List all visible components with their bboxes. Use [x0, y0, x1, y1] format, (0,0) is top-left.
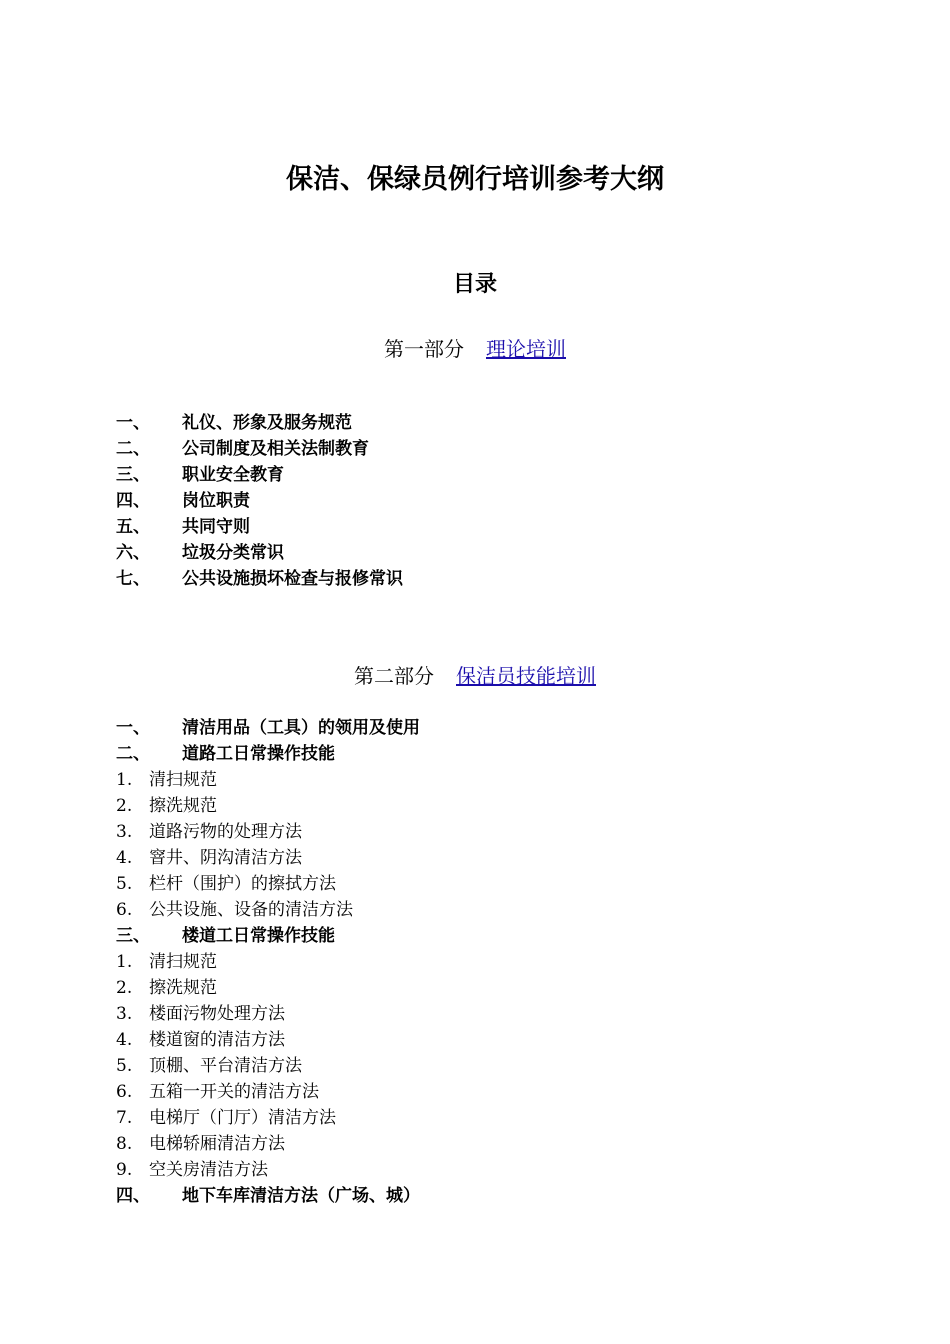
item-text: 公共设施、设备的清洁方法 — [149, 900, 353, 920]
item-text: 职业安全教育 — [182, 465, 284, 485]
item-text: 道路污物的处理方法 — [149, 822, 302, 842]
part2-sub-item — [116, 793, 420, 819]
item-text: 地下车库清洁方法（广场、城） — [182, 1186, 420, 1206]
toc-heading: 目录 — [452, 272, 497, 297]
part2-sub-item — [116, 1053, 420, 1079]
item-text: 清洁用品（工具）的领用及使用 — [182, 718, 420, 738]
part2-section-item — [116, 1183, 420, 1209]
part2-sub-item — [116, 897, 420, 923]
item-number: 8. — [116, 1134, 133, 1154]
part2-section-item — [116, 741, 420, 767]
item-number: 2. — [116, 796, 133, 816]
part1-heading — [0, 334, 950, 364]
part2-sub-item — [116, 1157, 420, 1183]
part1-item-3 — [116, 462, 403, 488]
part2-sub-item — [116, 975, 420, 1001]
item-number: 7. — [116, 1108, 133, 1128]
item-number: 一、 — [116, 718, 150, 738]
item-number: 9. — [116, 1160, 133, 1180]
item-text: 垃圾分类常识 — [182, 543, 284, 563]
part1-item-6 — [116, 540, 403, 566]
item-number: 四、 — [116, 1186, 150, 1206]
item-number: 1. — [116, 952, 133, 972]
item-text: 楼道窗的清洁方法 — [149, 1030, 285, 1050]
item-text: 擦洗规范 — [149, 978, 217, 998]
item-number: 6. — [116, 1082, 133, 1102]
item-number: 1. — [116, 770, 133, 790]
part2-sub-item — [116, 1105, 420, 1131]
item-number: 二、 — [116, 744, 150, 764]
item-text: 栏杆（围护）的擦拭方法 — [149, 874, 336, 894]
item-text: 窨井、阴沟清洁方法 — [149, 848, 302, 868]
item-text: 顶棚、平台清洁方法 — [149, 1056, 302, 1076]
item-text: 清扫规范 — [149, 770, 217, 790]
item-text: 清扫规范 — [149, 952, 217, 972]
part1-item-5 — [116, 514, 403, 540]
item-text: 五箱一开关的清洁方法 — [149, 1082, 319, 1102]
item-number: 6. — [116, 900, 133, 920]
item-text: 礼仪、形象及服务规范 — [182, 413, 352, 433]
part2-sub-item — [116, 1079, 420, 1105]
item-number: 二、 — [116, 439, 150, 459]
part2-sub-item — [116, 1027, 420, 1053]
part2-sub-item — [116, 1001, 420, 1027]
item-text: 擦洗规范 — [149, 796, 217, 816]
item-text: 楼面污物处理方法 — [149, 1004, 285, 1024]
item-number: 一、 — [116, 413, 150, 433]
item-text: 共同守则 — [182, 517, 250, 537]
item-number: 4. — [116, 848, 133, 868]
part2-list — [116, 715, 420, 1209]
item-number: 七、 — [116, 569, 150, 589]
part2-sub-item — [116, 949, 420, 975]
part2-section-item — [116, 715, 420, 741]
part1-item-2 — [116, 436, 403, 462]
part1-item-4 — [116, 488, 403, 514]
item-number: 5. — [116, 874, 133, 894]
item-text: 电梯轿厢清洁方法 — [149, 1134, 285, 1154]
item-number: 2. — [116, 978, 133, 998]
item-number: 3. — [116, 1004, 133, 1024]
item-number: 三、 — [116, 926, 150, 946]
part2-sub-item — [116, 871, 420, 897]
item-text: 道路工日常操作技能 — [182, 744, 335, 764]
item-number: 六、 — [116, 543, 150, 563]
item-text: 公司制度及相关法制教育 — [182, 439, 369, 459]
part2-sub-item — [116, 1131, 420, 1157]
item-text: 电梯厅（门厅）清洁方法 — [149, 1108, 336, 1128]
part1-list — [116, 410, 403, 592]
part2-label: 第二部分 — [354, 664, 434, 688]
part2-section-item — [116, 923, 420, 949]
item-text: 公共设施损坏检查与报修常识 — [182, 569, 403, 589]
item-number: 三、 — [116, 465, 150, 485]
item-text: 楼道工日常操作技能 — [182, 926, 335, 946]
part2-sub-item — [116, 819, 420, 845]
item-number: 3. — [116, 822, 133, 842]
item-text: 岗位职责 — [182, 491, 250, 511]
part1-item-1 — [116, 410, 403, 436]
item-number: 四、 — [116, 491, 150, 511]
item-number: 五、 — [116, 517, 150, 537]
part2-sub-item — [116, 767, 420, 793]
part1-item-7 — [116, 566, 403, 592]
item-text: 空关房清洁方法 — [149, 1160, 268, 1180]
part1-link[interactable]: 理论培训 — [486, 337, 566, 361]
item-number: 4. — [116, 1030, 133, 1050]
part2-link[interactable]: 保洁员技能培训 — [456, 664, 596, 688]
item-number: 5. — [116, 1056, 133, 1076]
part2-heading — [0, 661, 950, 691]
document-title: 保洁、保绿员例行培训参考大纲 — [286, 164, 664, 195]
part1-label: 第一部分 — [384, 337, 464, 361]
part2-sub-item — [116, 845, 420, 871]
